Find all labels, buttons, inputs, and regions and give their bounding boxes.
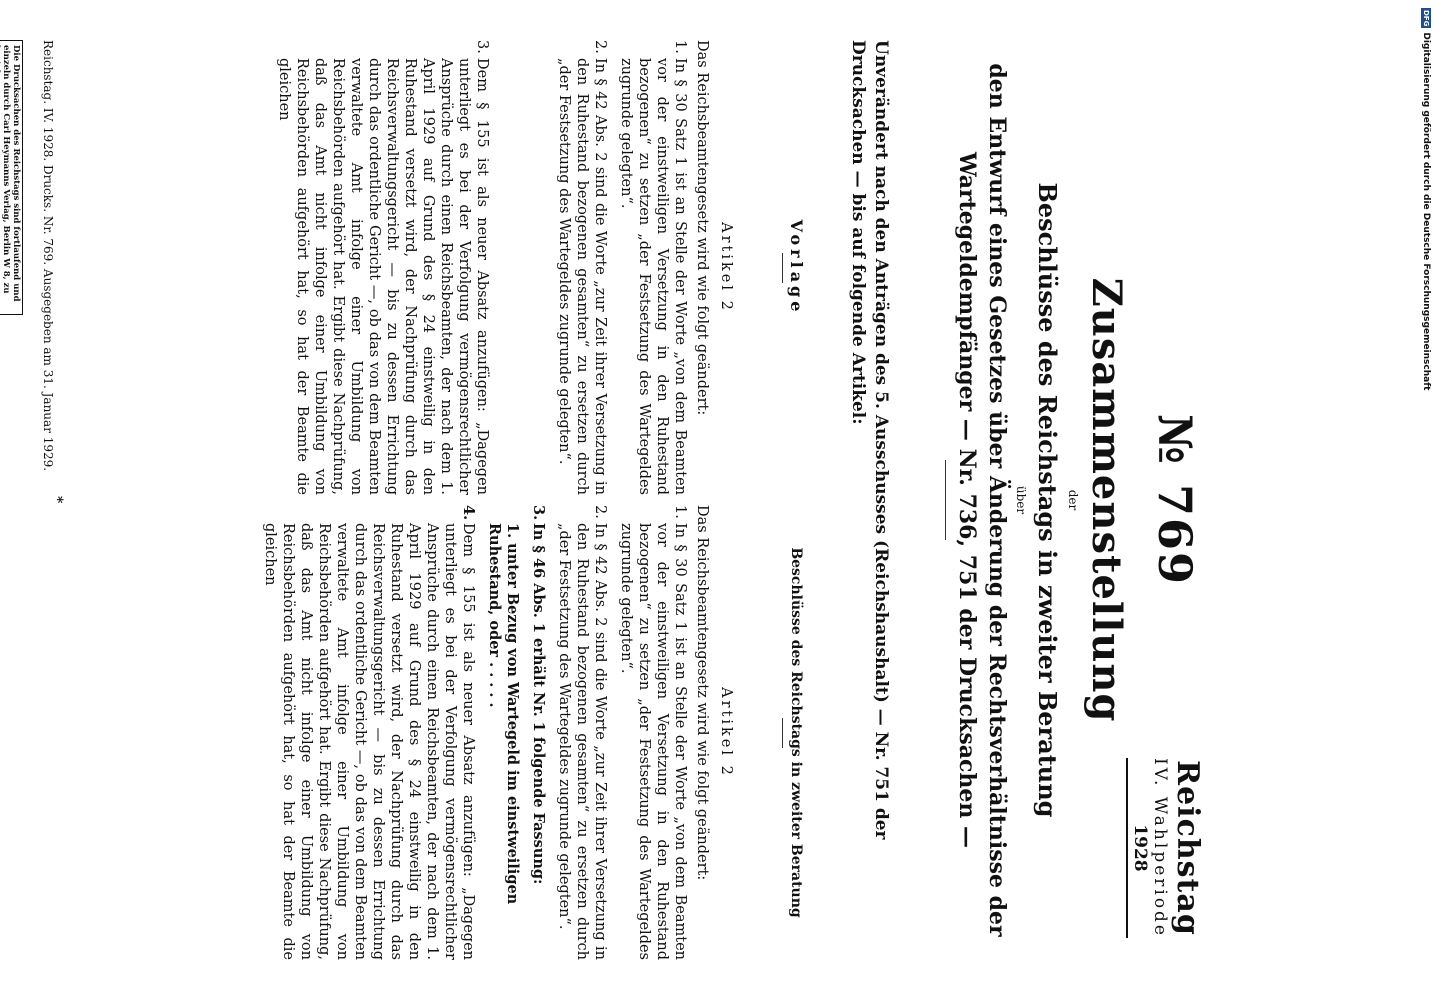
right-article-heading: Artikel 2: [718, 687, 734, 778]
left-item-text: In § 30 Satz 1 ist an Stelle der Worte „von dem Beamten vor der einstweiligen Versetzung in den Ruhestand bezogenen“ zu setzen „der Festsetzung des Wartegeldes zugrunde gelegten“.: [618, 58, 688, 495]
right-column-heading-text: Beschlüsse des Reichstags in zweiter Beratung: [788, 547, 804, 918]
left-column-heading-text: Vorlage: [787, 219, 806, 316]
document-title-block: [945, 0, 1130, 1000]
document-number: № 769: [1148, 413, 1202, 587]
right-item-text: In § 46 Abs. 1 erhält Nr. 1 folgende Fassung:: [530, 523, 547, 885]
digitization-stamp-text: Digitalisierung gefördert durch die Deutsche Forschungsgemeinschaft: [1421, 32, 1431, 391]
masthead-name: Reichstag: [1170, 760, 1205, 936]
left-item: [617, 40, 689, 495]
digitization-stamp: [1415, 8, 1434, 398]
left-item-number: 3.: [474, 40, 490, 54]
right-item-text: In § 30 Satz 1 ist an Stelle der Worte „von dem Beamten vor der einstweiligen Versetzung in den Ruhestand bezogenen“ zu setzen „der Festsetzung des Wartegeldes zugrunde gelegten“.: [618, 523, 688, 960]
left-item: [275, 40, 491, 495]
masthead-period: IV. Wahlperiode: [1150, 757, 1170, 938]
dfg-logo: DFG: [1422, 10, 1430, 27]
unchanged-note: Unverändert nach den Anträgen des 5. Ausschusses (Reichshaushalt) — Nr. 751 der Drucksachen — bis auf folgende Artikel:: [848, 40, 891, 840]
right-item: [261, 505, 477, 960]
right-item: [555, 505, 609, 960]
right-subitem: 1. unter Bezug von Wartegeld im einstweiligen Ruhestand, oder . . . . .: [486, 523, 521, 905]
left-spacer: [491, 40, 547, 495]
left-item-number: 1.: [672, 40, 688, 54]
publisher-note: Die Drucksachen des Reichstags sind fortlaufend und einzeln durch Carl Heymanns Verlag, Berlin W 8, zu: [0, 40, 23, 315]
masthead-year: 1928: [1126, 758, 1150, 938]
bill-title: den Entwurf eines Gesetzes über Änderung der Rechtsverhältnisse der Wartegeldempfänger — Nr. 736, 751 der Drucksachen —: [954, 63, 1010, 937]
left-intro: Das Reichsbeamtengesetz wird wie folgt geändert:: [694, 40, 710, 416]
right-item-text: Dem § 155 ist als neuer Absatz anzufügen: „Dagegen unterliegt es bei der Verfolgung vermögensrechtlicher Ansprüche durch einen Reichsbeamten, der nach dem 1. April 1929 auf Grund des § 24 einstweilig in den Ruhestand versetzt wird, der Nachprüfung durch das Reichsverwaltungsgericht — bis zu dessen Errichtung durch das ordentliche Gericht —, ob das von dem Beamten verwaltete Amt infolge einer Umbildung von Reichsbehörden aufgehört hat. Ergibt diese Nachprüfung, daß das Amt nicht infolge einer Umbildung von Reichsbehörden aufgehört hat, so hat der Beamte die gleichen: [262, 523, 476, 960]
footer-citation: Reichstag. IV. 1928. Drucks. Nr. 769. Ausgegeben am 31. Januar 1929.: [41, 40, 55, 472]
right-item-number: 1.: [672, 505, 688, 519]
right-column-heading: [765, 505, 805, 960]
left-article-heading: Artikel 2: [718, 222, 734, 313]
left-item: [555, 40, 609, 495]
left-item-text: Dem § 155 ist als neuer Absatz anzufügen: „Dagegen unterliegt es bei der Verfolgung vermögensrechtlicher Ansprüche durch einen Reichsbeamten, der nach dem 1. April 1929 auf Grund des § 24 einstweilig in den Ruhestand versetzt wird, der Nachprüfung durch das Reichsverwaltungsgericht — bis zu dessen Errichtung durch das ordentliche Gericht —, ob das von dem Beamten verwaltete Amt infolge einer Umbildung von Reichsbehörden aufgehört hat. Ergibt diese Nachprüfung, daß das Amt nicht infolge einer Umbildung von Reichsbehörden aufgehört hat, so hat der Beamte die gleichen: [276, 58, 490, 495]
right-item-text: In § 42 Abs. 2 sind die Worte „zur Zeit ihrer Versetzung in den Ruhestand bezogenen gesamten“ zu ersetzen durch „der Festsetzung des Wartegeldes zugrunde gelegten“.: [556, 523, 608, 960]
left-item-text: In § 42 Abs. 2 sind die Worte „zur Zeit ihrer Versetzung in den Ruhestand bezogenen gesamten“ zu ersetzen durch „der Festsetzung des Wartegeldes zugrunde gelegten“.: [556, 58, 608, 495]
document-subtitle: Beschlüsse des Reichstags in zweiter Beratung: [1033, 182, 1062, 818]
document-title: Zusammenstellung: [1083, 277, 1130, 723]
title-divider: [945, 460, 946, 540]
right-item-number: 2.: [592, 505, 608, 519]
title-der: der: [1066, 489, 1080, 511]
right-item-number: 3.: [530, 505, 547, 521]
right-item: [529, 505, 547, 960]
left-heading-divider: [782, 253, 783, 283]
right-item-number: 4.: [460, 505, 477, 521]
right-heading-divider: [782, 718, 783, 748]
right-intro: Das Reichsbeamtengesetz wird wie folgt geändert:: [694, 505, 710, 881]
left-item-number: 2.: [592, 40, 608, 54]
right-column-beschluesse: [253, 505, 805, 960]
left-column-heading: [765, 40, 805, 495]
footer-asterisk: *: [49, 496, 65, 504]
digitization-stamp-inner: [1415, 8, 1434, 398]
right-item: [617, 505, 689, 960]
left-column-vorlage: [267, 40, 805, 495]
title-ueber: über: [1014, 485, 1028, 515]
